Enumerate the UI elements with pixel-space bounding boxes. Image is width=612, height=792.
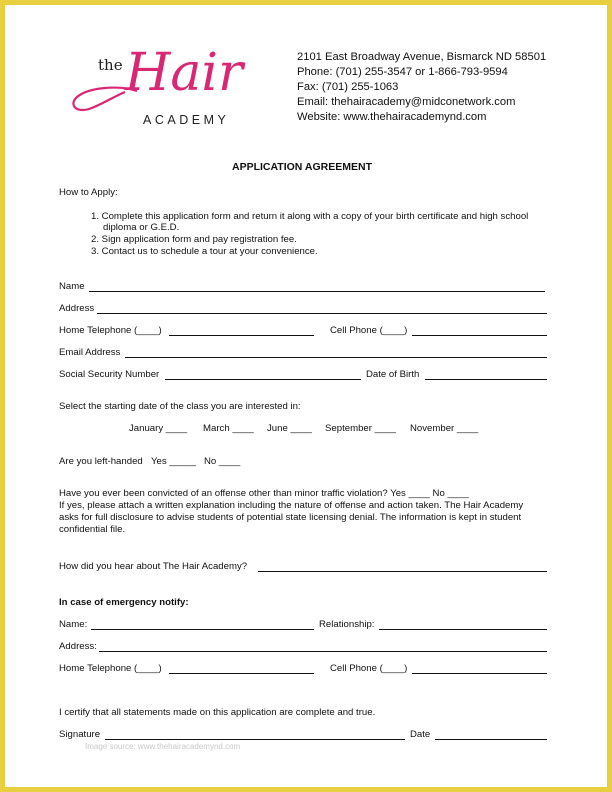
emergency-name-label: Name: bbox=[59, 619, 88, 630]
date-field[interactable] bbox=[435, 739, 547, 740]
ssn-field[interactable] bbox=[165, 379, 361, 380]
step-3: 3. Contact us to schedule a tour at your convenience. bbox=[91, 246, 318, 257]
logo-swash-icon bbox=[69, 83, 139, 115]
conviction-text-3: asks for full disclosure to advise students of potential state licensing denial. The information is kept in student bbox=[59, 512, 522, 523]
option-september[interactable]: September ____ bbox=[325, 423, 396, 434]
contact-email: Email: thehairacademy@midconetwork.com bbox=[297, 96, 516, 108]
logo-hair-text: Hair bbox=[125, 43, 243, 103]
address-label: Address bbox=[59, 303, 95, 314]
home-phone-field[interactable] bbox=[169, 335, 314, 336]
heard-about-field[interactable] bbox=[258, 571, 547, 572]
emergency-cell-phone-label: Cell Phone (____) bbox=[330, 663, 408, 674]
logo-the-text: the bbox=[98, 56, 123, 74]
heard-about-label: How did you hear about The Hair Academy? bbox=[59, 561, 248, 572]
name-label: Name bbox=[59, 281, 85, 292]
relationship-label: Relationship: bbox=[319, 619, 375, 630]
cell-phone-field[interactable] bbox=[412, 335, 547, 336]
how-to-apply-heading: How to Apply: bbox=[59, 187, 118, 198]
option-january[interactable]: January ____ bbox=[129, 423, 188, 434]
emergency-name-field[interactable] bbox=[91, 629, 314, 630]
option-june[interactable]: June ____ bbox=[267, 423, 312, 434]
contact-website: Website: www.thehairacademynd.com bbox=[297, 111, 487, 123]
contact-phone: Phone: (701) 255-3547 or 1-866-793-9594 bbox=[297, 66, 508, 78]
conviction-text-4: confidential file. bbox=[59, 524, 126, 535]
left-handed-no[interactable]: No ____ bbox=[204, 456, 241, 467]
conviction-question: Have you ever been convicted of an offense other than minor traffic violation? Yes ____ No ____ bbox=[59, 488, 469, 499]
contact-address: 2101 East Broadway Avenue, Bismarck ND 58501 bbox=[297, 51, 547, 63]
date-label: Date bbox=[410, 729, 431, 740]
page-title: APPLICATION AGREEMENT bbox=[232, 161, 373, 173]
signature-field[interactable] bbox=[105, 739, 405, 740]
conviction-text-2: If yes, please attach a written explanation including the nature of offense and action taken. The Hair Academy bbox=[59, 500, 524, 511]
option-november[interactable]: November ____ bbox=[410, 423, 479, 434]
email-label: Email Address bbox=[59, 347, 121, 358]
home-phone-label: Home Telephone (____) bbox=[59, 325, 162, 336]
start-date-question: Select the starting date of the class you are interested in: bbox=[59, 401, 301, 412]
certify-statement: I certify that all statements made on this application are complete and true. bbox=[59, 707, 376, 718]
contact-fax: Fax: (701) 255-1063 bbox=[297, 81, 399, 93]
emergency-cell-phone-field[interactable] bbox=[412, 673, 547, 674]
signature-label: Signature bbox=[59, 729, 101, 740]
watermark: Image source: www.thehairacademynd.com bbox=[85, 742, 241, 751]
emergency-address-field[interactable] bbox=[99, 651, 547, 652]
relationship-field[interactable] bbox=[379, 629, 547, 630]
dob-field[interactable] bbox=[425, 379, 547, 380]
step-2: 2. Sign application form and pay registration fee. bbox=[91, 234, 297, 245]
emergency-home-phone-label: Home Telephone (____) bbox=[59, 663, 162, 674]
left-handed-question: Are you left-handed bbox=[59, 456, 143, 467]
cell-phone-label: Cell Phone (____) bbox=[330, 325, 408, 336]
option-march[interactable]: March ____ bbox=[203, 423, 254, 434]
step-1-line-1: 1. Complete this application form and return it along with a copy of your birth certificate and high school bbox=[91, 211, 529, 222]
left-handed-yes[interactable]: Yes _____ bbox=[151, 456, 196, 467]
step-1-line-2: diploma or G.E.D. bbox=[103, 222, 180, 233]
dob-label: Date of Birth bbox=[366, 369, 420, 380]
address-field[interactable] bbox=[97, 313, 547, 314]
emergency-home-phone-field[interactable] bbox=[169, 673, 314, 674]
emergency-heading: In case of emergency notify: bbox=[59, 597, 189, 608]
name-field[interactable] bbox=[89, 291, 545, 292]
logo-academy-text: ACADEMY bbox=[143, 113, 230, 127]
email-field[interactable] bbox=[125, 357, 547, 358]
emergency-address-label: Address: bbox=[59, 641, 97, 652]
ssn-label: Social Security Number bbox=[59, 369, 160, 380]
